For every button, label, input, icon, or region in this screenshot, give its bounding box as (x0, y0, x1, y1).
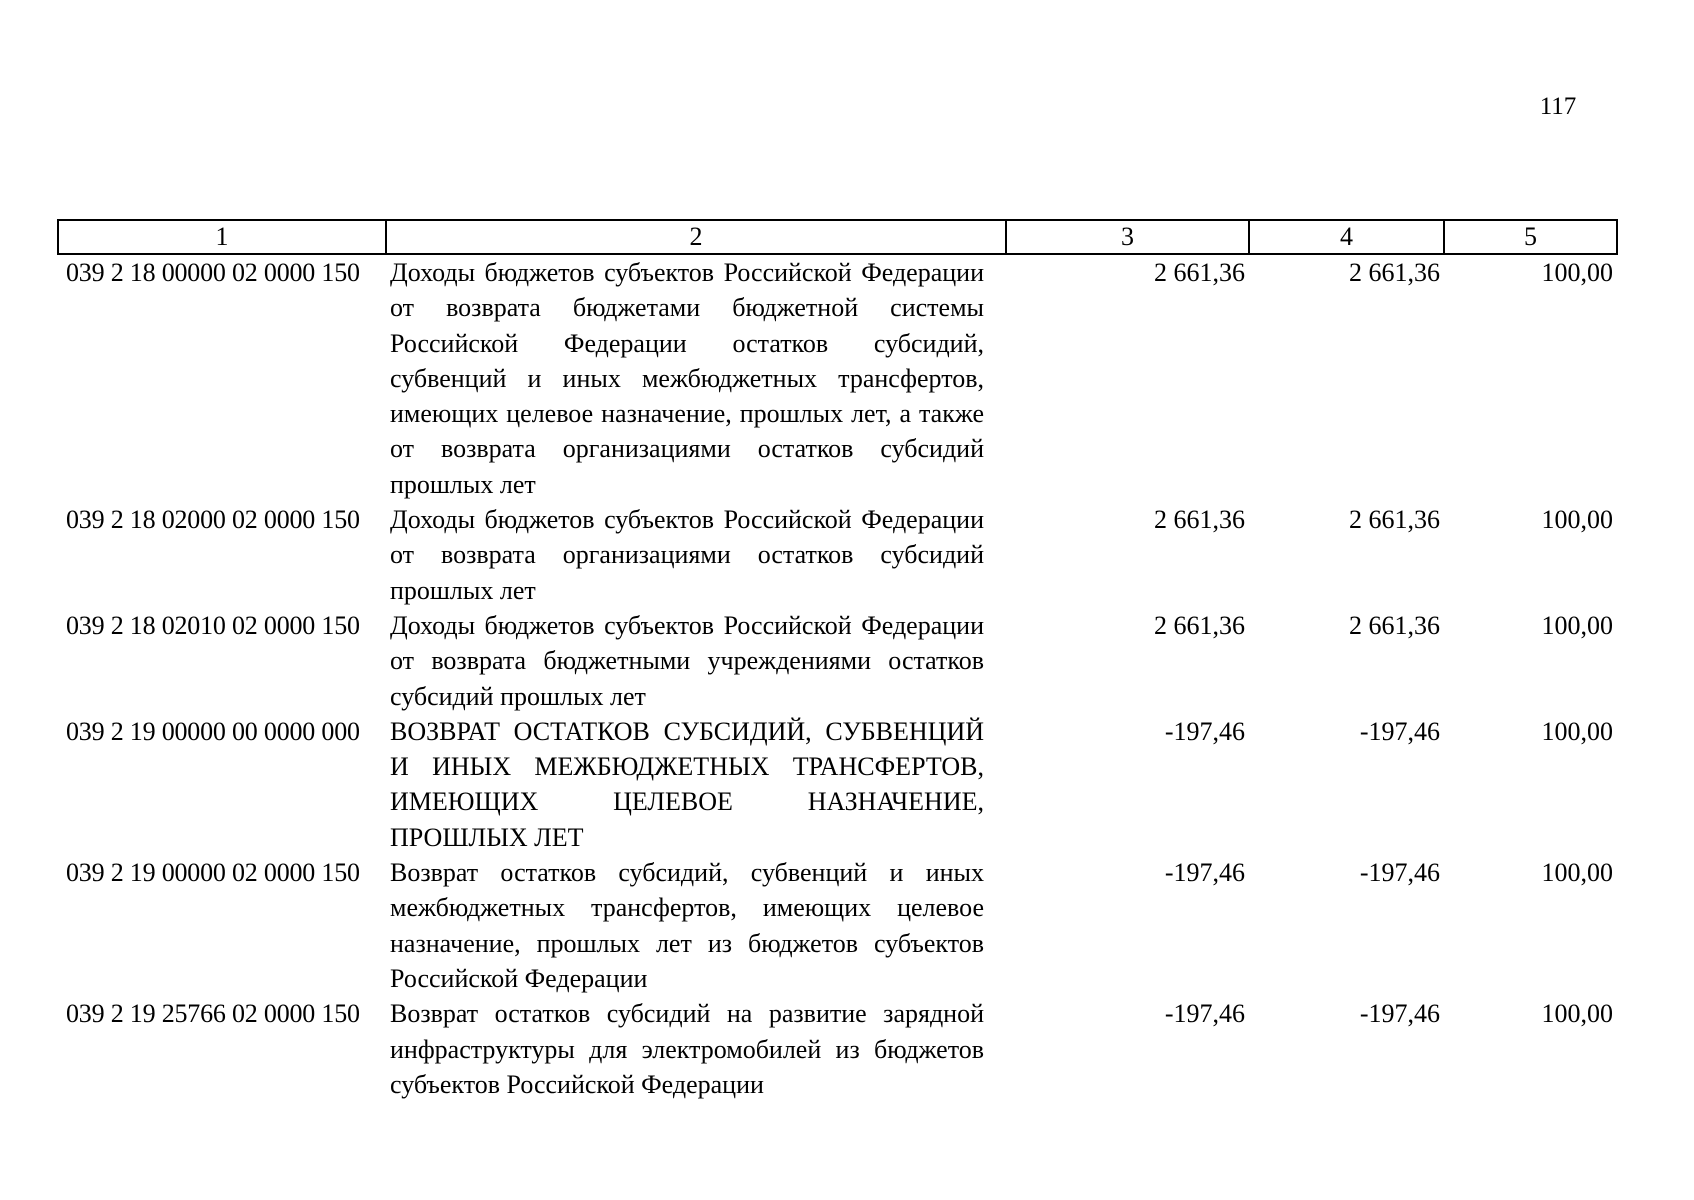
value-col3-cell: 2 661,36 (1154, 610, 1245, 640)
budget-code-cell: 039 2 19 00000 00 0000 000 (66, 716, 360, 746)
value-col5-cell: 100,00 (1541, 999, 1613, 1029)
description-cell: Возврат остатков субсидий на развитие зарядной инфраструктуры для электромобилей из бюджетов субъектов Российской Федерации (390, 999, 984, 1099)
description-cell: Доходы бюджетов субъектов Российской Федерации от возврата организациями остатков субсидий прошлых лет (390, 505, 984, 605)
value-col5-cell: 100,00 (1541, 858, 1613, 888)
table-row (58, 608, 1617, 714)
column-header-1: 1 (58, 220, 386, 254)
table-row (58, 254, 1617, 502)
column-header-3: 3 (1006, 220, 1249, 254)
value-col3-cell: 2 661,36 (1154, 505, 1245, 535)
table-row (58, 502, 1617, 608)
value-col4-cell: 2 661,36 (1349, 258, 1440, 287)
description-cell: Возврат остатков субсидий, субвенций и иных межбюджетных трансфертов, имеющих целевое назначение, прошлых лет из бюджетов субъектов Российской Федерации (390, 858, 984, 993)
budget-code-cell: 039 2 19 25766 02 0000 150 (66, 999, 360, 1029)
page-number: 117 (1539, 93, 1577, 120)
description-cell: ВОЗВРАТ ОСТАТКОВ СУБСИДИЙ, СУБВЕНЦИЙ И ИНЫХ МЕЖБЮДЖЕТНЫХ ТРАНСФЕРТОВ, ИМЕЮЩИХ ЦЕЛЕВОЕ НАЗНАЧЕНИЕ, ПРОШЛЫХ ЛЕТ (390, 716, 984, 852)
value-col4-cell: 2 661,36 (1349, 610, 1440, 640)
budget-code-cell: 039 2 19 00000 02 0000 150 (66, 858, 360, 888)
column-header-5: 5 (1444, 220, 1617, 254)
budget-code-cell: 039 2 18 00000 02 0000 150 (66, 258, 360, 287)
value-col3-cell: 2 661,36 (1154, 258, 1245, 287)
value-col5-cell: 100,00 (1541, 610, 1613, 640)
value-col5-cell: 100,00 (1541, 716, 1613, 746)
description-cell: Доходы бюджетов субъектов Российской Федерации от возврата бюджетами бюджетной системы Российской Федерации остатков субсидий, субвенций и иных межбюджетных трансфертов, имеющих целевое назначение, прошлых лет, а также от возврата организациями остатков субсидий прошлых лет (390, 258, 984, 499)
budget-table (57, 219, 1618, 1102)
value-col4-cell: -197,46 (1359, 858, 1440, 888)
table-row (58, 996, 1617, 1102)
value-col4-cell: -197,46 (1359, 716, 1440, 746)
budget-code-cell: 039 2 18 02010 02 0000 150 (66, 610, 360, 640)
value-col3-cell: -197,46 (1164, 999, 1245, 1029)
value-col3-cell: -197,46 (1164, 716, 1245, 746)
value-col4-cell: -197,46 (1359, 999, 1440, 1029)
value-col4-cell: 2 661,36 (1349, 505, 1440, 535)
table-row (58, 855, 1617, 996)
value-col3-cell: -197,46 (1164, 858, 1245, 888)
table-header-row (58, 220, 1617, 254)
value-col5-cell: 100,00 (1541, 258, 1613, 287)
column-header-4: 4 (1249, 220, 1444, 254)
column-header-2: 2 (386, 220, 1006, 254)
table-row (58, 714, 1617, 855)
description-cell: Доходы бюджетов субъектов Российской Федерации от возврата бюджетными учреждениями остатков субсидий прошлых лет (390, 610, 984, 711)
budget-code-cell: 039 2 18 02000 02 0000 150 (66, 505, 360, 535)
value-col5-cell: 100,00 (1541, 505, 1613, 535)
